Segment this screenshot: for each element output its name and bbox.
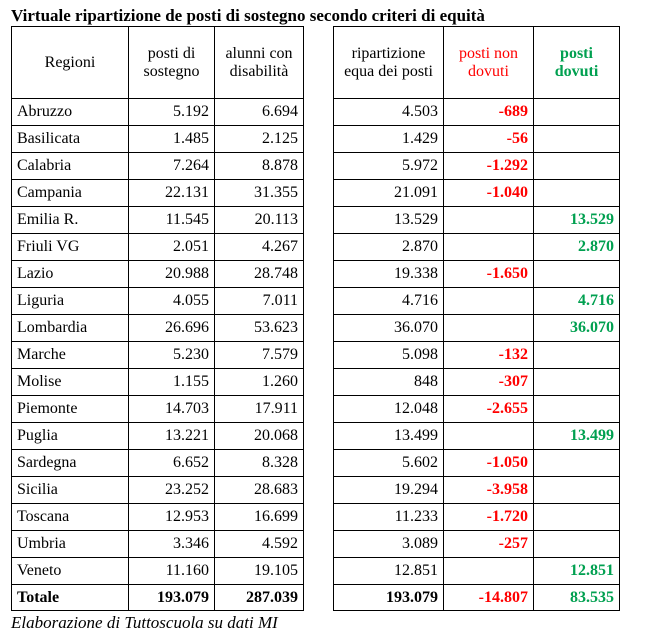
table-row [12, 315, 304, 342]
table-row [12, 180, 304, 207]
region-cell: Lazio [12, 261, 129, 288]
header-pupils: alunni con disabilità [215, 27, 304, 99]
table-row [334, 396, 620, 423]
posts-cell: 11.160 [129, 558, 215, 585]
pupils-cell: 287.039 [215, 585, 304, 611]
posts-cell: 26.696 [129, 315, 215, 342]
due-cell [534, 126, 620, 153]
posts-cell: 22.131 [129, 180, 215, 207]
fair-cell: 19.294 [334, 477, 444, 504]
pupils-cell: 4.267 [215, 234, 304, 261]
notdue-cell [444, 234, 534, 261]
due-cell [534, 396, 620, 423]
pupils-cell: 2.125 [215, 126, 304, 153]
table-row [12, 342, 304, 369]
table-row [12, 261, 304, 288]
due-cell: 4.716 [534, 288, 620, 315]
total-row [12, 585, 304, 611]
header-fair: ripartizione equa dei posti [334, 27, 444, 99]
fair-cell: 193.079 [334, 585, 444, 611]
posts-cell: 2.051 [129, 234, 215, 261]
fair-cell: 21.091 [334, 180, 444, 207]
region-cell: Umbria [12, 531, 129, 558]
pupils-cell: 6.694 [215, 99, 304, 126]
notdue-cell: -1.292 [444, 153, 534, 180]
pupils-cell: 28.748 [215, 261, 304, 288]
table-row [12, 558, 304, 585]
table-row [12, 504, 304, 531]
table-row [334, 477, 620, 504]
fair-cell: 5.972 [334, 153, 444, 180]
table-row [12, 450, 304, 477]
region-cell: Abruzzo [12, 99, 129, 126]
due-cell [534, 261, 620, 288]
source-credit: Elaborazione di Tuttoscuola su dati MI [11, 613, 278, 632]
notdue-cell [444, 558, 534, 585]
header-posts: posti di sostegno [129, 27, 215, 99]
posts-cell: 3.346 [129, 531, 215, 558]
fair-cell: 12.851 [334, 558, 444, 585]
posts-cell: 5.192 [129, 99, 215, 126]
pupils-cell: 1.260 [215, 369, 304, 396]
region-cell: Sicilia [12, 477, 129, 504]
fair-cell: 2.870 [334, 234, 444, 261]
total-row [334, 585, 620, 611]
pupils-cell: 20.113 [215, 207, 304, 234]
due-cell [534, 342, 620, 369]
region-cell: Puglia [12, 423, 129, 450]
region-cell: Sardegna [12, 450, 129, 477]
region-cell: Lombardia [12, 315, 129, 342]
due-cell [534, 504, 620, 531]
header-row [12, 27, 304, 99]
posts-cell: 11.545 [129, 207, 215, 234]
region-cell: Calabria [12, 153, 129, 180]
table-row [12, 126, 304, 153]
table-row [12, 99, 304, 126]
due-cell: 36.070 [534, 315, 620, 342]
due-cell: 83.535 [534, 585, 620, 611]
due-cell: 13.499 [534, 423, 620, 450]
notdue-cell: -3.958 [444, 477, 534, 504]
region-cell: Veneto [12, 558, 129, 585]
region-cell: Molise [12, 369, 129, 396]
posts-cell: 1.485 [129, 126, 215, 153]
fair-cell: 36.070 [334, 315, 444, 342]
fair-cell: 12.048 [334, 396, 444, 423]
table-row [334, 126, 620, 153]
due-cell [534, 99, 620, 126]
table-row [12, 531, 304, 558]
region-cell: Emilia R. [12, 207, 129, 234]
table-row [12, 153, 304, 180]
fair-cell: 4.716 [334, 288, 444, 315]
header-row [334, 27, 620, 99]
due-cell [534, 450, 620, 477]
fair-cell: 5.602 [334, 450, 444, 477]
table-row [334, 423, 620, 450]
table-row [334, 531, 620, 558]
due-cell [534, 369, 620, 396]
due-cell: 2.870 [534, 234, 620, 261]
pupils-cell: 17.911 [215, 396, 304, 423]
table-row [12, 396, 304, 423]
notdue-cell: -1.050 [444, 450, 534, 477]
notdue-cell [444, 288, 534, 315]
pupils-cell: 16.699 [215, 504, 304, 531]
pupils-cell: 7.011 [215, 288, 304, 315]
notdue-cell [444, 315, 534, 342]
region-cell: Basilicata [12, 126, 129, 153]
pupils-cell: 19.105 [215, 558, 304, 585]
notdue-cell [444, 423, 534, 450]
pupils-cell: 4.592 [215, 531, 304, 558]
posts-cell: 5.230 [129, 342, 215, 369]
pupils-cell: 28.683 [215, 477, 304, 504]
region-cell: Campania [12, 180, 129, 207]
due-cell [534, 531, 620, 558]
region-cell: Friuli VG [12, 234, 129, 261]
table-row [334, 288, 620, 315]
fair-cell: 3.089 [334, 531, 444, 558]
header-notdue: posti non dovuti [444, 27, 534, 99]
notdue-cell: -1.720 [444, 504, 534, 531]
fair-cell: 848 [334, 369, 444, 396]
left-table [11, 26, 304, 611]
posts-cell: 13.221 [129, 423, 215, 450]
table-row [12, 423, 304, 450]
notdue-cell: -307 [444, 369, 534, 396]
region-cell: Toscana [12, 504, 129, 531]
table-row [334, 153, 620, 180]
region-cell: Totale [12, 585, 129, 611]
fair-cell: 13.529 [334, 207, 444, 234]
right-table [333, 26, 620, 611]
notdue-cell: -1.650 [444, 261, 534, 288]
table-row [12, 288, 304, 315]
table-row [334, 369, 620, 396]
posts-cell: 14.703 [129, 396, 215, 423]
posts-cell: 193.079 [129, 585, 215, 611]
notdue-cell: -14.807 [444, 585, 534, 611]
table-row [12, 477, 304, 504]
fair-cell: 1.429 [334, 126, 444, 153]
posts-cell: 4.055 [129, 288, 215, 315]
posts-cell: 6.652 [129, 450, 215, 477]
header-due: posti dovuti [534, 27, 620, 99]
posts-cell: 12.953 [129, 504, 215, 531]
notdue-cell: -56 [444, 126, 534, 153]
fair-cell: 5.098 [334, 342, 444, 369]
fair-cell: 4.503 [334, 99, 444, 126]
pupils-cell: 53.623 [215, 315, 304, 342]
fair-cell: 13.499 [334, 423, 444, 450]
table-row [12, 207, 304, 234]
header-region: Regioni [12, 27, 129, 99]
table-row [12, 369, 304, 396]
due-cell [534, 477, 620, 504]
table-row [334, 504, 620, 531]
due-cell: 12.851 [534, 558, 620, 585]
table-row [334, 261, 620, 288]
pupils-cell: 7.579 [215, 342, 304, 369]
posts-cell: 23.252 [129, 477, 215, 504]
table-row [334, 342, 620, 369]
posts-cell: 20.988 [129, 261, 215, 288]
table-row [12, 234, 304, 261]
due-cell [534, 153, 620, 180]
notdue-cell: -689 [444, 99, 534, 126]
pupils-cell: 8.328 [215, 450, 304, 477]
table-row [334, 558, 620, 585]
pupils-cell: 20.068 [215, 423, 304, 450]
region-cell: Liguria [12, 288, 129, 315]
table-row [334, 234, 620, 261]
table-row [334, 99, 620, 126]
notdue-cell: -257 [444, 531, 534, 558]
fair-cell: 19.338 [334, 261, 444, 288]
due-cell [534, 180, 620, 207]
pupils-cell: 31.355 [215, 180, 304, 207]
pupils-cell: 8.878 [215, 153, 304, 180]
notdue-cell: -1.040 [444, 180, 534, 207]
table-title: Virtuale ripartizione de posti di sostegno secondo criteri di equità [11, 6, 485, 25]
posts-cell: 1.155 [129, 369, 215, 396]
region-cell: Marche [12, 342, 129, 369]
notdue-cell: -132 [444, 342, 534, 369]
due-cell: 13.529 [534, 207, 620, 234]
table-row [334, 207, 620, 234]
table-row [334, 450, 620, 477]
posts-cell: 7.264 [129, 153, 215, 180]
table-row [334, 315, 620, 342]
notdue-cell [444, 207, 534, 234]
region-cell: Piemonte [12, 396, 129, 423]
notdue-cell: -2.655 [444, 396, 534, 423]
fair-cell: 11.233 [334, 504, 444, 531]
table-row [334, 180, 620, 207]
